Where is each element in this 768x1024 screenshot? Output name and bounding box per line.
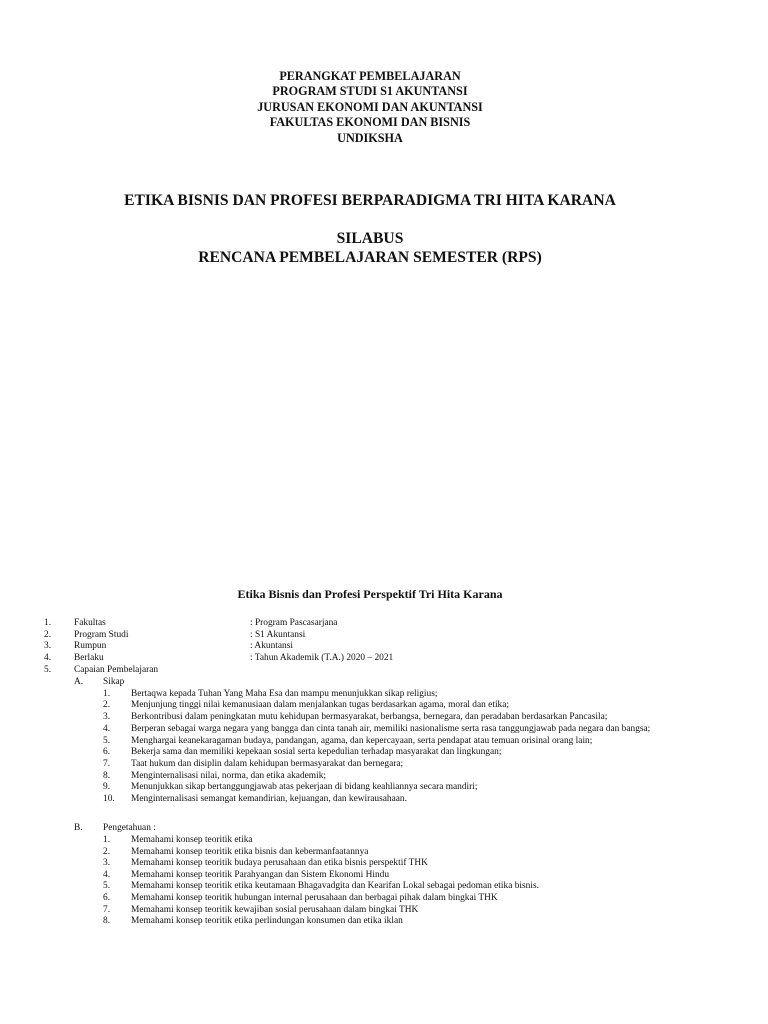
item-text: Menjunjung tinggi nilai kemanusiaan dalam menjalankan tugas berdasarkan agama, moral dan etika;	[131, 700, 510, 710]
item-number: 8.	[103, 771, 111, 781]
item-number: 5.	[103, 736, 111, 746]
item-number: 3.	[103, 712, 111, 722]
item-number: 6.	[103, 747, 111, 757]
item-text: Menginternalisasi semangat kemandirian, kejuangan, dan kewirausahaan.	[131, 794, 407, 804]
header-line: PERANGKAT PEMBELAJARAN	[279, 69, 461, 83]
item-text: Memahami konsep teoritik etika perlindungan konsumen dan etika iklan	[131, 916, 403, 926]
header-line: PROGRAM STUDI S1 AKUNTANSI	[272, 84, 468, 99]
rps-title: RENCANA PEMBELAJARAN SEMESTER (RPS)	[198, 249, 542, 266]
item-number: 1.	[103, 689, 111, 699]
item-number: 5.	[103, 881, 111, 891]
item-text: Memahami konsep teoritik etika keutamaan Bhagavadgita dan Kearifan Lokal sebagai pedoman etika bisnis.	[131, 881, 539, 891]
item-text: Berkontribusi dalam peningkatan mutu kehidupan bermasyarakat, berbangsa, bernegara, dan peradaban berdasarkan Pancasila;	[131, 712, 608, 722]
item-text: Memahami konsep teoritik etika	[131, 835, 253, 845]
info-number: 1.	[44, 618, 52, 628]
item-text: Memahami konsep teoritik hubungan internal perusahaan dan berbagai pihak dalam bingkai THK	[131, 893, 498, 903]
item-number: 7.	[103, 905, 111, 915]
item-number: 2.	[103, 700, 111, 710]
item-text: Berperan sebagai warga negara yang bangga dan cinta tanah air, memiliki nasionalisme serta rasa tanggungjawab pada negara dan bangsa;	[131, 724, 651, 734]
item-text: Menginternalisasi nilai, norma, dan etika akademik;	[131, 771, 326, 781]
header-line: FAKULTAS EKONOMI DAN BISNIS	[269, 115, 471, 130]
info-number: 4.	[44, 653, 52, 663]
item-text: Menghargai keanekaragaman budaya, pandangan, agama, dan kepercayaan, serta pendapat atau temuan orisinal orang lain;	[131, 736, 593, 746]
item-text: Bekerja sama dan memiliki kepekaan sosial serta kepedulian terhadap masyarakat dan lingkungan;	[131, 747, 502, 757]
info-value: : Akuntansi	[250, 641, 293, 651]
item-text: Bertaqwa kepada Tuhan Yang Maha Esa dan mampu menunjukkan sikap religius;	[131, 689, 438, 699]
info-value: : Program Pascasarjana	[250, 618, 338, 628]
section-letter: B.	[74, 823, 83, 833]
info-value: : S1 Akuntansi	[250, 630, 306, 640]
section-letter: A.	[74, 677, 84, 687]
item-number: 4.	[103, 870, 111, 880]
item-number: 2.	[103, 847, 111, 857]
item-number: 4.	[103, 724, 111, 734]
item-text: Memahami konsep teoritik Parahyangan dan Sistem Ekonomi Hindu	[131, 870, 390, 880]
section-title: Sikap	[103, 677, 125, 687]
item-number: 9.	[103, 782, 111, 792]
info-label: Berlaku	[74, 653, 104, 663]
info-number: 3.	[44, 641, 52, 651]
item-text: Memahami konsep teoritik budaya perusahaan dan etika bisnis perspektif THK	[131, 858, 428, 868]
item-number: 6.	[103, 893, 111, 903]
item-text: Menunjukkan sikap bertanggungjawab atas pekerjaan di bidang keahliannya secara mandiri;	[131, 782, 478, 792]
item-text: Memahami konsep teoritik etika bisnis dan kebermanfaatannya	[131, 847, 369, 857]
header-line: UNDIKSHA	[337, 130, 403, 145]
info-label: Program Studi	[74, 630, 129, 640]
info-label: Capaian Pembelajaran	[74, 665, 159, 675]
info-label: Fakultas	[74, 618, 106, 628]
silabus-title: SILABUS	[336, 230, 404, 247]
item-text: Memahami konsep teoritik kewajiban sosial perusahaan dalam bingkai THK	[131, 905, 419, 915]
item-number: 8.	[103, 916, 111, 926]
info-number: 5.	[44, 665, 52, 675]
item-text: Taat hukum dan disiplin dalam kehidupan bermasyarakat dan bernegara;	[131, 759, 404, 769]
info-value: : Tahun Akademik (T.A.) 2020 – 2021	[250, 653, 394, 663]
item-number: 7.	[103, 759, 111, 769]
section-subtitle: Etika Bisnis dan Profesi Perspektif Tri Hita Karana	[237, 587, 503, 601]
item-number: 3.	[103, 858, 111, 868]
section-title: Pengetahuan :	[103, 823, 156, 833]
header-line: JURUSAN EKONOMI DAN AKUNTANSI	[257, 99, 483, 114]
info-label: Rumpun	[74, 641, 107, 651]
institution-header	[0, 69, 740, 146]
item-number: 10.	[103, 794, 115, 804]
info-number: 2.	[44, 630, 52, 640]
item-number: 1.	[103, 835, 111, 845]
course-title: ETIKA BISNIS DAN PROFESI BERPARADIGMA TRI HITA KARANA	[124, 192, 616, 209]
